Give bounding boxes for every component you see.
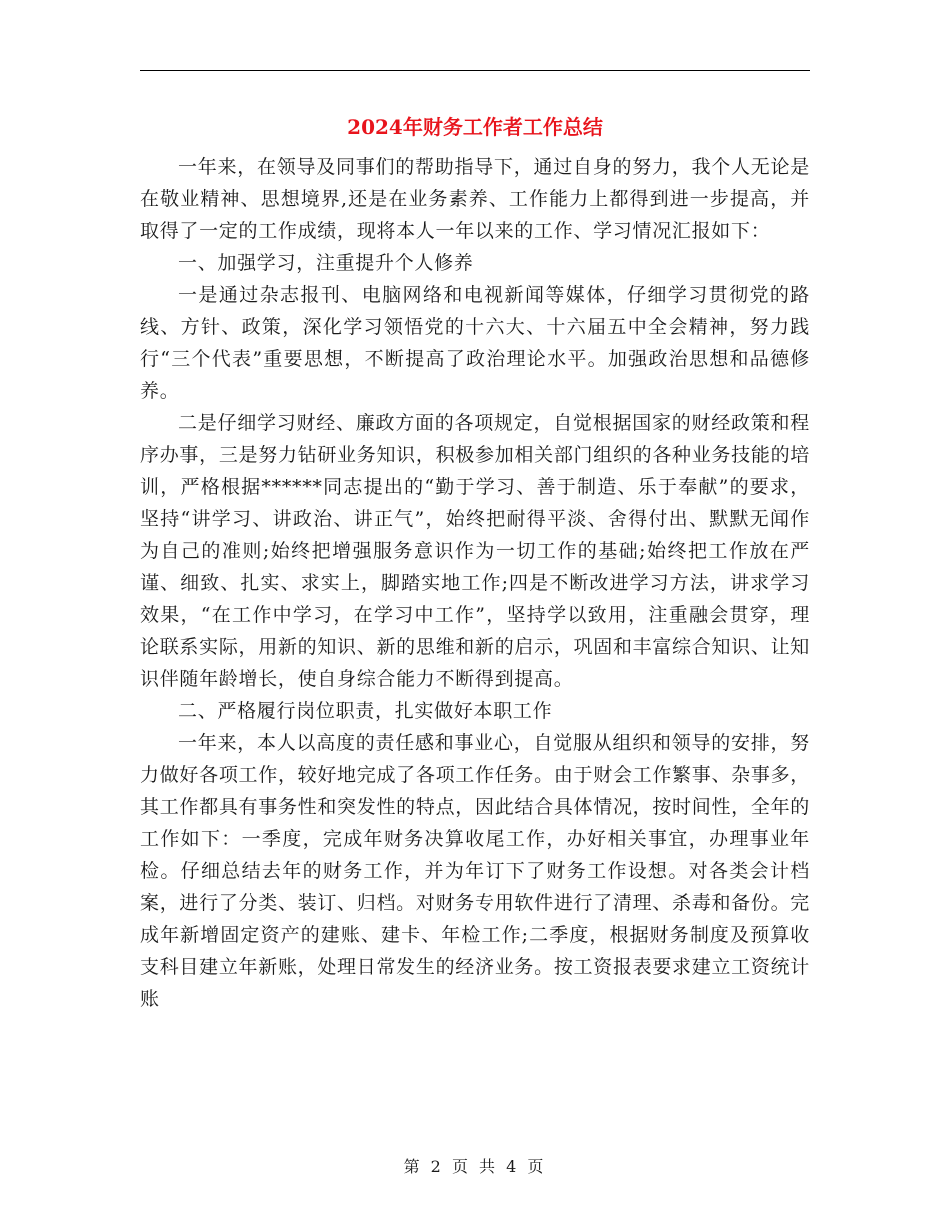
page-number-footer: 第 2 页 共 4 页 — [403, 1157, 547, 1176]
section-heading-2: 二、严格履行岗位职责，扎实做好本职工作 — [178, 700, 553, 722]
paragraph-study-2: 二是仔细学习财经、廉政方面的各项规定，自觉根据国家的财经政策和程序办事，三是努力钻研业务知识，积极参加相关部门组织的各种业务技能的培训，严格根据******同志提出的“勤于学习、善于制造、乐于奉献”的要求，坚持“讲学习、讲政治、讲正气”，始终把耐得平淡、舍得付出、默默无闻作为自己的准则;始终把增强服务意识作为一切工作的基础;始终把工作放在严谨、细致、扎实、求实上，脚踏实地工作;四是不断改进学习方法，讲求学习效果，“在工作中学习，在学习中工作”，坚持学以致用，注重融会贯穿，理论联系实际，用新的知识、新的思维和新的启示，巩固和丰富综合知识、让知识伴随年龄增长，使自身综合能力不断得到提高。 — [140, 412, 810, 690]
document-body — [140, 151, 810, 1015]
document-title: 2024年财务工作者工作总结 — [347, 115, 603, 139]
header-rule — [140, 70, 810, 71]
paragraph-duties: 一年来，本人以高度的责任感和事业心，自觉服从组织和领导的安排，努力做好各项工作，较好地完成了各项工作任务。由于财会工作繁事、杂事多，其工作都具有事务性和突发性的特点，因此结合具体情况，按时间性，全年的工作如下：一季度，完成年财务决算收尾工作，办好相关事宜，办理事业年检。仔细总结去年的财务工作，并为年订下了财务工作设想。对各类会计档案，进行了分类、装订、归档。对财务专用软件进行了清理、杀毒和备份。完成年新增固定资产的建账、建卡、年检工作;二季度，根据财务制度及预算收支科目建立年新账，处理日常发生的经济业务。按工资报表要求建立工资统计账 — [140, 732, 810, 1010]
paragraph-study-1: 一是通过杂志报刊、电脑网络和电视新闻等媒体，仔细学习贯彻党的路线、方针、政策，深化学习领悟党的十六大、十六届五中全会精神，努力践行“三个代表”重要思想，不断提高了政治理论水平。加强政治思想和品德修养。 — [140, 284, 810, 402]
section-heading-1: 一、加强学习，注重提升个人修养 — [178, 252, 474, 274]
paragraph-intro: 一年来，在领导及同事们的帮助指导下，通过自身的努力，我个人无论是在敬业精神、思想境界,还是在业务素养、工作能力上都得到进一步提高，并取得了一定的工作成绩，现将本人一年以来的工作、学习情况汇报如下： — [140, 156, 810, 242]
